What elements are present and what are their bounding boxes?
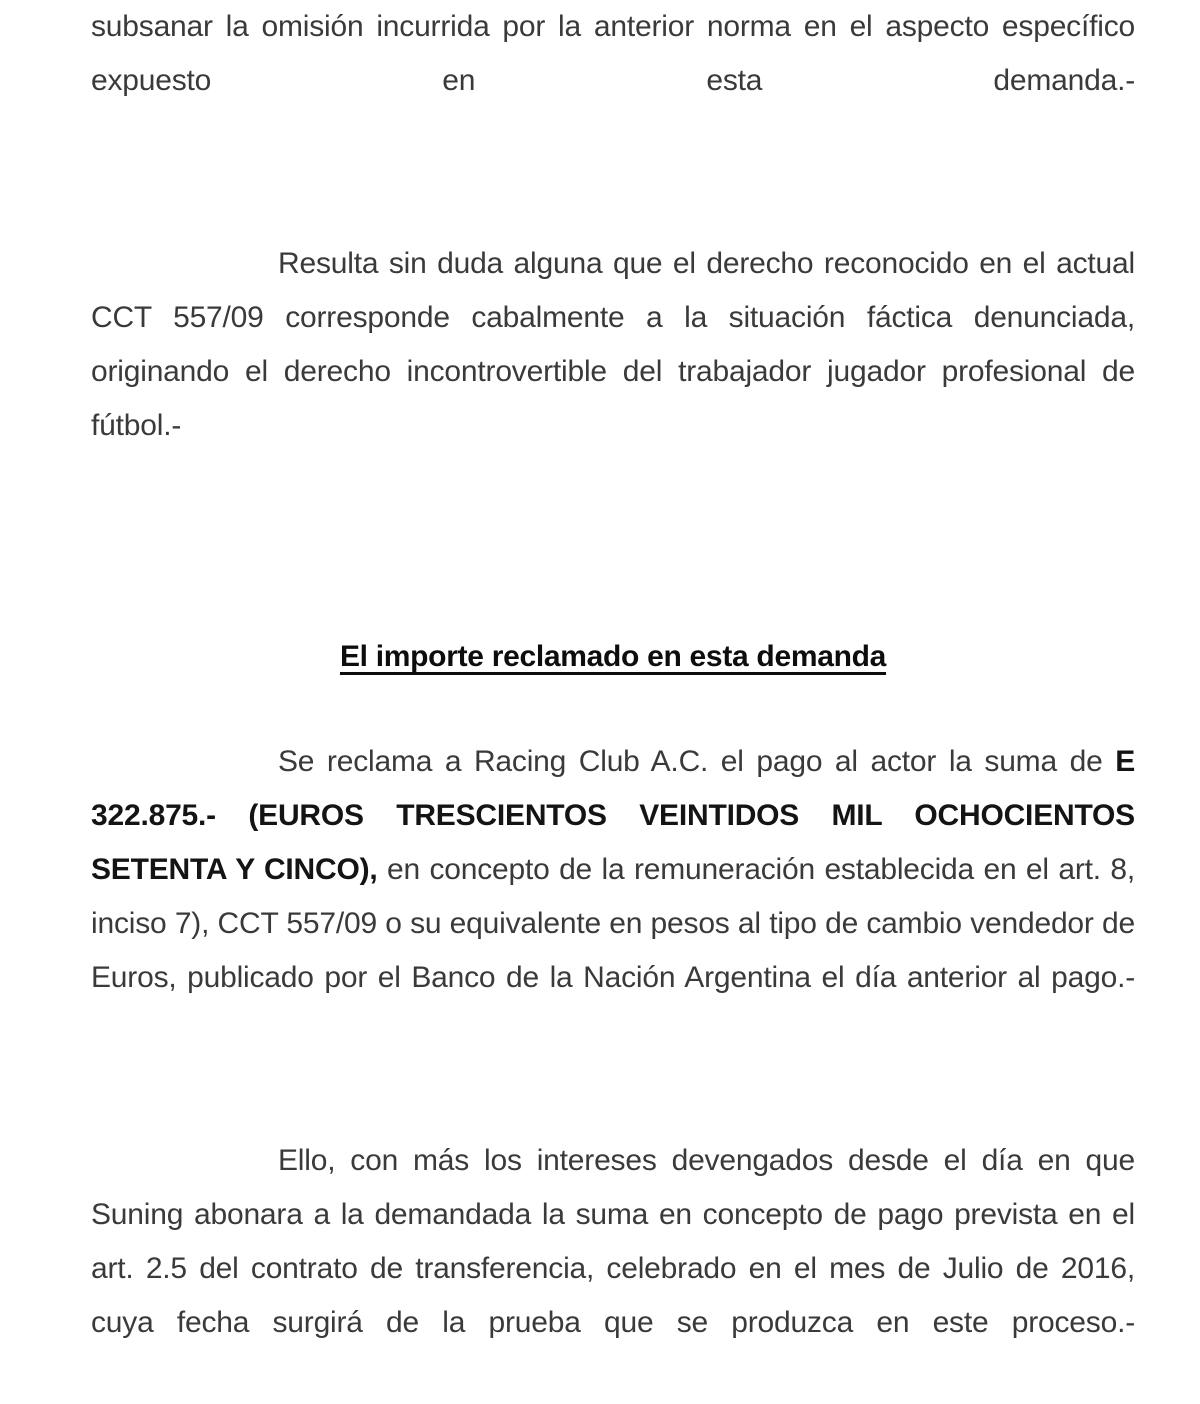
heading-top-spacer xyxy=(91,507,1135,637)
paragraph-resulta-sin-duda: Resulta sin duda alguna que el derecho reconocido en el actual CCT 557/09 corresponde cabalmente a la situación fáctica denunciada, originando el derecho incontrovertible del trabajador jugador profesional de fútbol.- xyxy=(91,247,1135,442)
claim-lead-text: Se reclama a Racing Club A.C. el pago al actor la suma de xyxy=(278,745,1116,778)
paragraph-claim-amount xyxy=(91,735,1135,1059)
section-heading-importe-reclamado: El importe reclamado en esta demanda xyxy=(339,640,887,673)
paragraph-spacer xyxy=(91,162,1135,237)
claim-amount-emphasis: E 322.875.- (EUROS TRESCIENTOS VEINTIDOS MIL OCHOCIENTOS SETENTA Y CINCO), xyxy=(91,745,1135,886)
claim-tail-text: en concepto de la remuneración establecida en el art. 8, inciso 7), CCT 557/09 o su equivalente en pesos al tipo de cambio vendedor de Euros, publicado por el Banco de la Nación Argentina el día anterior al pago.- xyxy=(91,853,1135,994)
paragraph-spacer xyxy=(91,1059,1135,1134)
paragraph-intereses-devengados: Ello, con más los intereses devengados desde el día en que Suning abonara a la demandada la suma en concepto de pago prevista en el art. 2.5 del contrato de transferencia, celebrado en el mes de Julio de 2016, cuya fecha surgirá de la prueba que se produzca en este proceso.- xyxy=(91,1144,1135,1339)
document-text-body xyxy=(91,0,1135,1404)
section-heading-container xyxy=(91,637,1135,677)
heading-bottom-spacer xyxy=(91,677,1135,735)
paragraph-continuation: subsanar la omisión incurrida por la anterior norma en el aspecto específico expuesto en esta demanda.- xyxy=(91,10,1135,97)
